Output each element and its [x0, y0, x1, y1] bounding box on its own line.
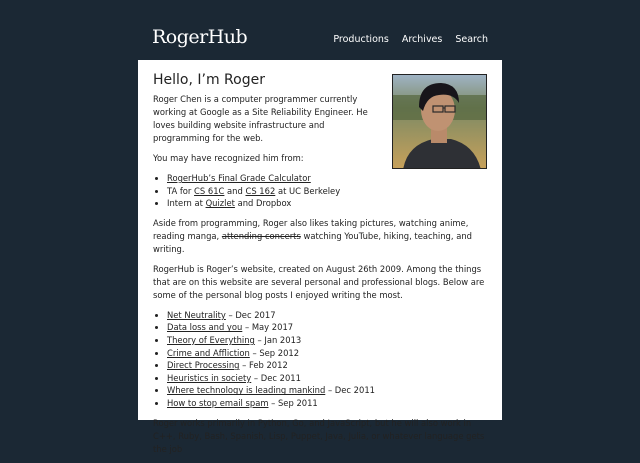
intern-suffix-text: and Dropbox [234, 198, 292, 209]
recognized-heading: You may have recognized him from: [153, 153, 304, 163]
list-item [167, 172, 489, 185]
cs162-link[interactable]: CS 162 [245, 185, 276, 196]
and-text: and [224, 185, 246, 196]
list-item [167, 321, 489, 334]
main-content [153, 72, 489, 463]
hobbies-text-1: Aside from programming, Roger also likes taking pictures, watching anime, reading manga, [153, 217, 469, 241]
post-link[interactable]: Where technology is leading mankind [167, 385, 326, 396]
post-date: – Sep 2011 [268, 397, 318, 408]
post-date: – Dec 2011 [251, 372, 301, 383]
post-link[interactable]: Heuristics in society [167, 372, 252, 383]
nav-productions[interactable]: Productions [333, 34, 389, 45]
list-item [167, 372, 489, 385]
nav-search[interactable]: Search [455, 34, 488, 45]
list-item [167, 359, 489, 372]
list-item [167, 347, 489, 360]
content-card [138, 60, 502, 454]
post-date: – Jan 2013 [254, 334, 302, 345]
languages-paragraph: Roger works primarily in Python, Go, and JavaScript, but he will also work in C++, Ruby, Bash, Spanish, Lisp, Puppet, Java, Julia, or whatever language gets the job [153, 417, 485, 454]
recognized-list [153, 172, 489, 210]
site-logo[interactable]: RogerHub [152, 26, 248, 48]
site-header [152, 24, 488, 56]
post-link[interactable]: Net Neutrality [167, 309, 226, 320]
intro-paragraph: Roger Chen is a computer programmer currently working at Google as a Site Reliability Engineer. He loves building website infrastructure and programming for the web. [153, 94, 368, 143]
quizlet-link[interactable]: Quizlet [205, 198, 235, 209]
main-nav [333, 34, 488, 45]
hobbies-paragraph [153, 217, 489, 256]
list-item [167, 185, 489, 198]
ta-suffix-text: at UC Berkeley [275, 185, 341, 196]
post-link[interactable]: Direct Processing [167, 360, 240, 371]
post-link[interactable]: Theory of Everything [167, 334, 255, 345]
hobbies-struck-text: attending concerts [221, 230, 301, 241]
post-date: – May 2017 [242, 322, 294, 333]
post-date: – Dec 2017 [225, 309, 276, 320]
list-item [167, 334, 489, 347]
page-title: Hello, I’m Roger [153, 72, 265, 88]
ta-prefix-text: TA for [167, 185, 195, 196]
post-date: – Feb 2012 [239, 360, 288, 371]
post-link[interactable]: Crime and Affliction [167, 347, 250, 358]
posts-list [153, 309, 489, 410]
about-paragraph: RogerHub is Roger’s website, created on August 26th 2009. Among the things that are on this website are several personal and professional blogs. Below are some of the personal blog posts I enjoyed writing the most. [153, 263, 485, 300]
list-item [167, 309, 489, 322]
nav-archives[interactable]: Archives [401, 34, 443, 45]
post-date: – Dec 2011 [325, 385, 375, 396]
post-link[interactable]: How to stop email spam [167, 397, 269, 408]
list-item [167, 197, 489, 210]
intern-prefix-text: Intern at [167, 198, 206, 209]
hobbies-text-2: watching YouTube, hiking, teaching, and writing. [153, 230, 472, 254]
list-item [167, 397, 489, 410]
post-link[interactable]: Data loss and you [167, 322, 243, 333]
list-item [167, 384, 489, 397]
post-date: – Sep 2012 [249, 347, 300, 358]
grade-calculator-link[interactable]: RogerHub’s Final Grade Calculator [167, 173, 311, 183]
cs61c-link[interactable]: CS 61C [194, 185, 225, 196]
